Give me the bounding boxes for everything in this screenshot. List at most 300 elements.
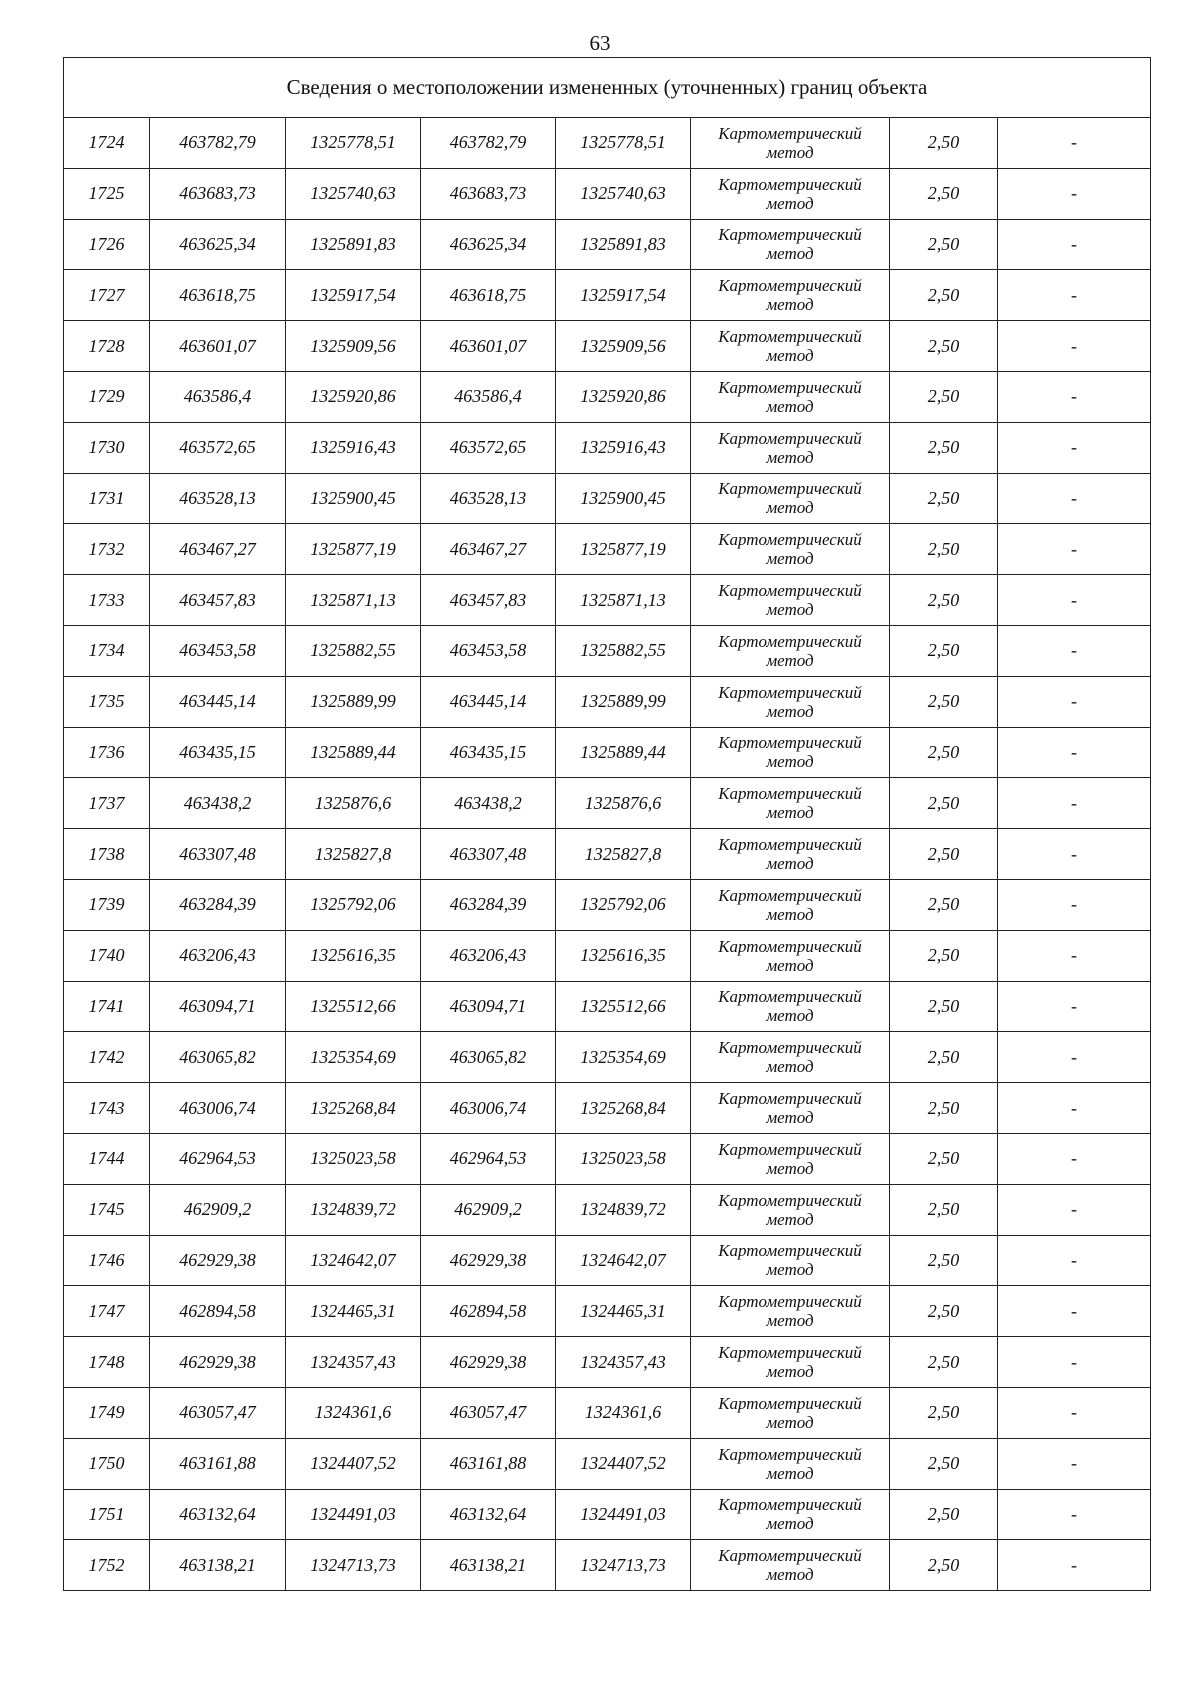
method-label-line1: Картометрический (718, 987, 862, 1007)
empty-value-cell: - (998, 625, 1151, 676)
point-number-cell: 1750 (64, 1438, 150, 1489)
method-cell (691, 1337, 890, 1388)
method-cell (691, 981, 890, 1032)
method-label-line1: Картометрический (718, 733, 862, 753)
point-number-cell: 1724 (64, 118, 150, 169)
y-refined-cell: 1325871,13 (556, 575, 691, 626)
method-label-line2: метод (766, 498, 814, 518)
empty-value-cell: - (998, 727, 1151, 778)
y-existing-cell: 1325354,69 (286, 1032, 421, 1083)
y-existing-cell: 1324465,31 (286, 1286, 421, 1337)
method-cell (691, 219, 890, 270)
y-refined-cell: 1325023,58 (556, 1133, 691, 1184)
method-cell (691, 1286, 890, 1337)
accuracy-cell: 2,50 (890, 1083, 998, 1134)
method-label-line1: Картометрический (718, 1343, 862, 1363)
accuracy-cell: 2,50 (890, 1337, 998, 1388)
y-refined-cell: 1325354,69 (556, 1032, 691, 1083)
x-refined-cell: 463528,13 (421, 473, 556, 524)
empty-value-cell: - (998, 371, 1151, 422)
method-cell (691, 321, 890, 372)
method-label-line2: метод (766, 650, 814, 670)
table-body (64, 118, 1151, 1591)
x-refined-cell: 463094,71 (421, 981, 556, 1032)
table-row (64, 524, 1151, 575)
y-existing-cell: 1325877,19 (286, 524, 421, 575)
x-refined-cell: 463625,34 (421, 219, 556, 270)
table-row (64, 1387, 1151, 1438)
x-refined-cell: 462964,53 (421, 1133, 556, 1184)
method-cell (691, 524, 890, 575)
empty-value-cell: - (998, 930, 1151, 981)
page-number: 63 (589, 31, 611, 55)
method-cell (691, 727, 890, 778)
y-refined-cell: 1324491,03 (556, 1489, 691, 1540)
method-cell (691, 1387, 890, 1438)
method-label-line2: метод (766, 244, 814, 264)
y-existing-cell: 1325778,51 (286, 118, 421, 169)
accuracy-cell: 2,50 (890, 1133, 998, 1184)
accuracy-cell: 2,50 (890, 1489, 998, 1540)
point-number-cell: 1743 (64, 1083, 150, 1134)
point-number-cell: 1734 (64, 625, 150, 676)
method-cell (691, 1438, 890, 1489)
table-row (64, 1438, 1151, 1489)
x-refined-cell: 463586,4 (421, 371, 556, 422)
accuracy-cell: 2,50 (890, 270, 998, 321)
table-title-row (64, 58, 1151, 118)
method-label-line2: метод (766, 955, 814, 975)
method-label-line1: Картометрический (718, 936, 862, 956)
y-refined-cell: 1325917,54 (556, 270, 691, 321)
x-existing-cell: 463601,07 (150, 321, 286, 372)
y-refined-cell: 1325909,56 (556, 321, 691, 372)
x-existing-cell: 463618,75 (150, 270, 286, 321)
method-label-line1: Картометрический (718, 479, 862, 499)
point-number-cell: 1751 (64, 1489, 150, 1540)
y-refined-cell: 1325792,06 (556, 879, 691, 930)
x-existing-cell: 463006,74 (150, 1083, 286, 1134)
x-existing-cell: 463138,21 (150, 1540, 286, 1591)
table-row (64, 676, 1151, 727)
method-label-line2: метод (766, 701, 814, 721)
point-number-cell: 1735 (64, 676, 150, 727)
x-existing-cell: 463132,64 (150, 1489, 286, 1540)
method-label-line2: метод (766, 396, 814, 416)
y-refined-cell: 1324357,43 (556, 1337, 691, 1388)
empty-value-cell: - (998, 1133, 1151, 1184)
table-row (64, 1489, 1151, 1540)
y-refined-cell: 1325740,63 (556, 168, 691, 219)
method-cell (691, 1133, 890, 1184)
boundary-coordinates-table (63, 57, 1151, 1591)
method-label-line1: Картометрический (718, 428, 862, 448)
x-refined-cell: 463683,73 (421, 168, 556, 219)
method-label-line2: метод (766, 1057, 814, 1077)
method-label-line1: Картометрический (718, 327, 862, 347)
table-row (64, 270, 1151, 321)
method-label-line1: Картометрический (718, 1038, 862, 1058)
accuracy-cell: 2,50 (890, 625, 998, 676)
method-label-line2: метод (766, 549, 814, 569)
table-row (64, 1286, 1151, 1337)
y-refined-cell: 1325916,43 (556, 422, 691, 473)
method-cell (691, 422, 890, 473)
accuracy-cell: 2,50 (890, 778, 998, 829)
x-refined-cell: 463618,75 (421, 270, 556, 321)
y-existing-cell: 1325876,6 (286, 778, 421, 829)
method-label-line2: метод (766, 1565, 814, 1585)
method-cell (691, 575, 890, 626)
x-existing-cell: 463683,73 (150, 168, 286, 219)
accuracy-cell: 2,50 (890, 727, 998, 778)
x-existing-cell: 463445,14 (150, 676, 286, 727)
method-label-line1: Картометрический (718, 1444, 862, 1464)
point-number-cell: 1752 (64, 1540, 150, 1591)
method-label-line1: Картометрический (718, 784, 862, 804)
x-existing-cell: 463057,47 (150, 1387, 286, 1438)
x-refined-cell: 463284,39 (421, 879, 556, 930)
method-label-line2: метод (766, 803, 814, 823)
empty-value-cell: - (998, 575, 1151, 626)
method-label-line1: Картометрический (718, 581, 862, 601)
y-existing-cell: 1324491,03 (286, 1489, 421, 1540)
accuracy-cell: 2,50 (890, 371, 998, 422)
method-cell (691, 930, 890, 981)
accuracy-cell: 2,50 (890, 879, 998, 930)
method-label-line1: Картометрический (718, 682, 862, 702)
table-row (64, 1032, 1151, 1083)
method-cell (691, 778, 890, 829)
y-refined-cell: 1324642,07 (556, 1235, 691, 1286)
accuracy-cell: 2,50 (890, 321, 998, 372)
accuracy-cell: 2,50 (890, 168, 998, 219)
x-refined-cell: 462929,38 (421, 1235, 556, 1286)
x-existing-cell: 463094,71 (150, 981, 286, 1032)
y-existing-cell: 1325268,84 (286, 1083, 421, 1134)
method-cell (691, 676, 890, 727)
y-refined-cell: 1325268,84 (556, 1083, 691, 1134)
point-number-cell: 1749 (64, 1387, 150, 1438)
point-number-cell: 1737 (64, 778, 150, 829)
empty-value-cell: - (998, 1387, 1151, 1438)
y-existing-cell: 1325909,56 (286, 321, 421, 372)
x-refined-cell: 463435,15 (421, 727, 556, 778)
x-existing-cell: 462929,38 (150, 1235, 286, 1286)
empty-value-cell: - (998, 981, 1151, 1032)
method-label-line2: метод (766, 1158, 814, 1178)
table-row (64, 930, 1151, 981)
x-existing-cell: 463457,83 (150, 575, 286, 626)
point-number-cell: 1727 (64, 270, 150, 321)
table-row (64, 371, 1151, 422)
method-cell (691, 1489, 890, 1540)
accuracy-cell: 2,50 (890, 1438, 998, 1489)
accuracy-cell: 2,50 (890, 1184, 998, 1235)
method-label-line1: Картометрический (718, 1393, 862, 1413)
method-cell (691, 168, 890, 219)
x-refined-cell: 463572,65 (421, 422, 556, 473)
point-number-cell: 1731 (64, 473, 150, 524)
accuracy-cell: 2,50 (890, 1540, 998, 1591)
table-row (64, 1337, 1151, 1388)
point-number-cell: 1740 (64, 930, 150, 981)
table-row (64, 1133, 1151, 1184)
empty-value-cell: - (998, 1184, 1151, 1235)
table-row (64, 1083, 1151, 1134)
y-existing-cell: 1325920,86 (286, 371, 421, 422)
method-label-line1: Картометрический (718, 835, 862, 855)
empty-value-cell: - (998, 270, 1151, 321)
method-label-line2: метод (766, 752, 814, 772)
method-cell (691, 1032, 890, 1083)
method-label-line1: Картометрический (718, 174, 862, 194)
y-refined-cell: 1325778,51 (556, 118, 691, 169)
y-refined-cell: 1325512,66 (556, 981, 691, 1032)
table-row (64, 625, 1151, 676)
empty-value-cell: - (998, 1032, 1151, 1083)
accuracy-cell: 2,50 (890, 1286, 998, 1337)
method-label-line1: Картометрический (718, 1190, 862, 1210)
y-existing-cell: 1325023,58 (286, 1133, 421, 1184)
method-label-line1: Картометрический (718, 1139, 862, 1159)
method-label-line2: метод (766, 346, 814, 366)
y-refined-cell: 1325900,45 (556, 473, 691, 524)
empty-value-cell: - (998, 676, 1151, 727)
method-label-line2: метод (766, 193, 814, 213)
table-row (64, 422, 1151, 473)
method-label-line2: метод (766, 1514, 814, 1534)
x-refined-cell: 463445,14 (421, 676, 556, 727)
table-row (64, 321, 1151, 372)
accuracy-cell: 2,50 (890, 118, 998, 169)
method-label-line2: метод (766, 1412, 814, 1432)
y-existing-cell: 1324642,07 (286, 1235, 421, 1286)
x-existing-cell: 463307,48 (150, 829, 286, 880)
table-row (64, 219, 1151, 270)
table-row (64, 118, 1151, 169)
y-existing-cell: 1325917,54 (286, 270, 421, 321)
y-existing-cell: 1324357,43 (286, 1337, 421, 1388)
method-label-line1: Картометрический (718, 1495, 862, 1515)
method-label-line2: метод (766, 600, 814, 620)
x-refined-cell: 463467,27 (421, 524, 556, 575)
empty-value-cell: - (998, 1438, 1151, 1489)
x-existing-cell: 463065,82 (150, 1032, 286, 1083)
y-existing-cell: 1324839,72 (286, 1184, 421, 1235)
y-existing-cell: 1324713,73 (286, 1540, 421, 1591)
y-refined-cell: 1325616,35 (556, 930, 691, 981)
x-existing-cell: 463435,15 (150, 727, 286, 778)
y-refined-cell: 1325877,19 (556, 524, 691, 575)
method-cell (691, 625, 890, 676)
empty-value-cell: - (998, 778, 1151, 829)
y-refined-cell: 1325882,55 (556, 625, 691, 676)
x-existing-cell: 463284,39 (150, 879, 286, 930)
x-refined-cell: 463601,07 (421, 321, 556, 372)
accuracy-cell: 2,50 (890, 575, 998, 626)
y-refined-cell: 1325891,83 (556, 219, 691, 270)
empty-value-cell: - (998, 219, 1151, 270)
method-cell (691, 1184, 890, 1235)
empty-value-cell: - (998, 473, 1151, 524)
method-label-line2: метод (766, 1463, 814, 1483)
y-refined-cell: 1324713,73 (556, 1540, 691, 1591)
x-refined-cell: 462909,2 (421, 1184, 556, 1235)
y-existing-cell: 1325827,8 (286, 829, 421, 880)
point-number-cell: 1726 (64, 219, 150, 270)
method-label-line2: метод (766, 447, 814, 467)
y-existing-cell: 1324407,52 (286, 1438, 421, 1489)
accuracy-cell: 2,50 (890, 1235, 998, 1286)
y-existing-cell: 1325891,83 (286, 219, 421, 270)
point-number-cell: 1732 (64, 524, 150, 575)
table-row (64, 879, 1151, 930)
accuracy-cell: 2,50 (890, 1387, 998, 1438)
y-refined-cell: 1324407,52 (556, 1438, 691, 1489)
y-existing-cell: 1325900,45 (286, 473, 421, 524)
table-row (64, 575, 1151, 626)
table-row (64, 1540, 1151, 1591)
accuracy-cell: 2,50 (890, 676, 998, 727)
table-row (64, 727, 1151, 778)
x-refined-cell: 462929,38 (421, 1337, 556, 1388)
method-label-line1: Картометрический (718, 530, 862, 550)
point-number-cell: 1746 (64, 1235, 150, 1286)
method-label-line1: Картометрический (718, 631, 862, 651)
method-cell (691, 473, 890, 524)
point-number-cell: 1745 (64, 1184, 150, 1235)
method-cell (691, 1235, 890, 1286)
accuracy-cell: 2,50 (890, 219, 998, 270)
accuracy-cell: 2,50 (890, 473, 998, 524)
method-label-line1: Картометрический (718, 1546, 862, 1566)
x-existing-cell: 463206,43 (150, 930, 286, 981)
x-existing-cell: 463453,58 (150, 625, 286, 676)
y-refined-cell: 1325920,86 (556, 371, 691, 422)
empty-value-cell: - (998, 168, 1151, 219)
method-label-line2: метод (766, 1209, 814, 1229)
x-existing-cell: 462929,38 (150, 1337, 286, 1388)
y-refined-cell: 1325827,8 (556, 829, 691, 880)
accuracy-cell: 2,50 (890, 981, 998, 1032)
table-row (64, 1235, 1151, 1286)
x-refined-cell: 463161,88 (421, 1438, 556, 1489)
empty-value-cell: - (998, 321, 1151, 372)
x-existing-cell: 462909,2 (150, 1184, 286, 1235)
y-refined-cell: 1324465,31 (556, 1286, 691, 1337)
point-number-cell: 1748 (64, 1337, 150, 1388)
y-refined-cell: 1324839,72 (556, 1184, 691, 1235)
y-refined-cell: 1324361,6 (556, 1387, 691, 1438)
method-cell (691, 1083, 890, 1134)
method-cell (691, 371, 890, 422)
y-existing-cell: 1325740,63 (286, 168, 421, 219)
y-existing-cell: 1325871,13 (286, 575, 421, 626)
table-row (64, 778, 1151, 829)
point-number-cell: 1742 (64, 1032, 150, 1083)
x-refined-cell: 463782,79 (421, 118, 556, 169)
point-number-cell: 1736 (64, 727, 150, 778)
empty-value-cell: - (998, 118, 1151, 169)
table-title: Сведения о местоположении измененных (уточненных) границ объекта (64, 58, 1151, 118)
x-existing-cell: 462894,58 (150, 1286, 286, 1337)
empty-value-cell: - (998, 1286, 1151, 1337)
point-number-cell: 1728 (64, 321, 150, 372)
empty-value-cell: - (998, 1083, 1151, 1134)
x-existing-cell: 463572,65 (150, 422, 286, 473)
method-label-line1: Картометрический (718, 1292, 862, 1312)
method-cell (691, 270, 890, 321)
table-row (64, 1184, 1151, 1235)
method-label-line2: метод (766, 854, 814, 874)
method-label-line1: Картометрический (718, 123, 862, 143)
x-refined-cell: 463006,74 (421, 1083, 556, 1134)
y-refined-cell: 1325876,6 (556, 778, 691, 829)
accuracy-cell: 2,50 (890, 524, 998, 575)
point-number-cell: 1730 (64, 422, 150, 473)
empty-value-cell: - (998, 1337, 1151, 1388)
method-cell (691, 118, 890, 169)
point-number-cell: 1744 (64, 1133, 150, 1184)
x-refined-cell: 463206,43 (421, 930, 556, 981)
x-refined-cell: 463065,82 (421, 1032, 556, 1083)
x-refined-cell: 463057,47 (421, 1387, 556, 1438)
table-row (64, 981, 1151, 1032)
x-refined-cell: 463457,83 (421, 575, 556, 626)
y-existing-cell: 1325916,43 (286, 422, 421, 473)
point-number-cell: 1747 (64, 1286, 150, 1337)
point-number-cell: 1739 (64, 879, 150, 930)
method-label-line1: Картометрический (718, 1241, 862, 1261)
empty-value-cell: - (998, 829, 1151, 880)
method-label-line2: метод (766, 1260, 814, 1280)
accuracy-cell: 2,50 (890, 930, 998, 981)
x-existing-cell: 463467,27 (150, 524, 286, 575)
table-row (64, 168, 1151, 219)
empty-value-cell: - (998, 1489, 1151, 1540)
y-existing-cell: 1325889,44 (286, 727, 421, 778)
point-number-cell: 1733 (64, 575, 150, 626)
x-existing-cell: 463528,13 (150, 473, 286, 524)
method-label-line2: метод (766, 1311, 814, 1331)
empty-value-cell: - (998, 1235, 1151, 1286)
y-existing-cell: 1325512,66 (286, 981, 421, 1032)
x-refined-cell: 463138,21 (421, 1540, 556, 1591)
x-existing-cell: 463625,34 (150, 219, 286, 270)
point-number-cell: 1729 (64, 371, 150, 422)
empty-value-cell: - (998, 879, 1151, 930)
accuracy-cell: 2,50 (890, 422, 998, 473)
method-label-line1: Картометрический (718, 885, 862, 905)
method-label-line2: метод (766, 295, 814, 315)
method-label-line2: метод (766, 1362, 814, 1382)
method-label-line2: метод (766, 1108, 814, 1128)
x-existing-cell: 463586,4 (150, 371, 286, 422)
table-row (64, 473, 1151, 524)
method-cell (691, 829, 890, 880)
x-refined-cell: 463132,64 (421, 1489, 556, 1540)
method-label-line2: метод (766, 1006, 814, 1026)
method-label-line1: Картометрический (718, 276, 862, 296)
empty-value-cell: - (998, 1540, 1151, 1591)
y-refined-cell: 1325889,99 (556, 676, 691, 727)
point-number-cell: 1738 (64, 829, 150, 880)
accuracy-cell: 2,50 (890, 829, 998, 880)
method-cell (691, 1540, 890, 1591)
y-existing-cell: 1324361,6 (286, 1387, 421, 1438)
x-refined-cell: 462894,58 (421, 1286, 556, 1337)
